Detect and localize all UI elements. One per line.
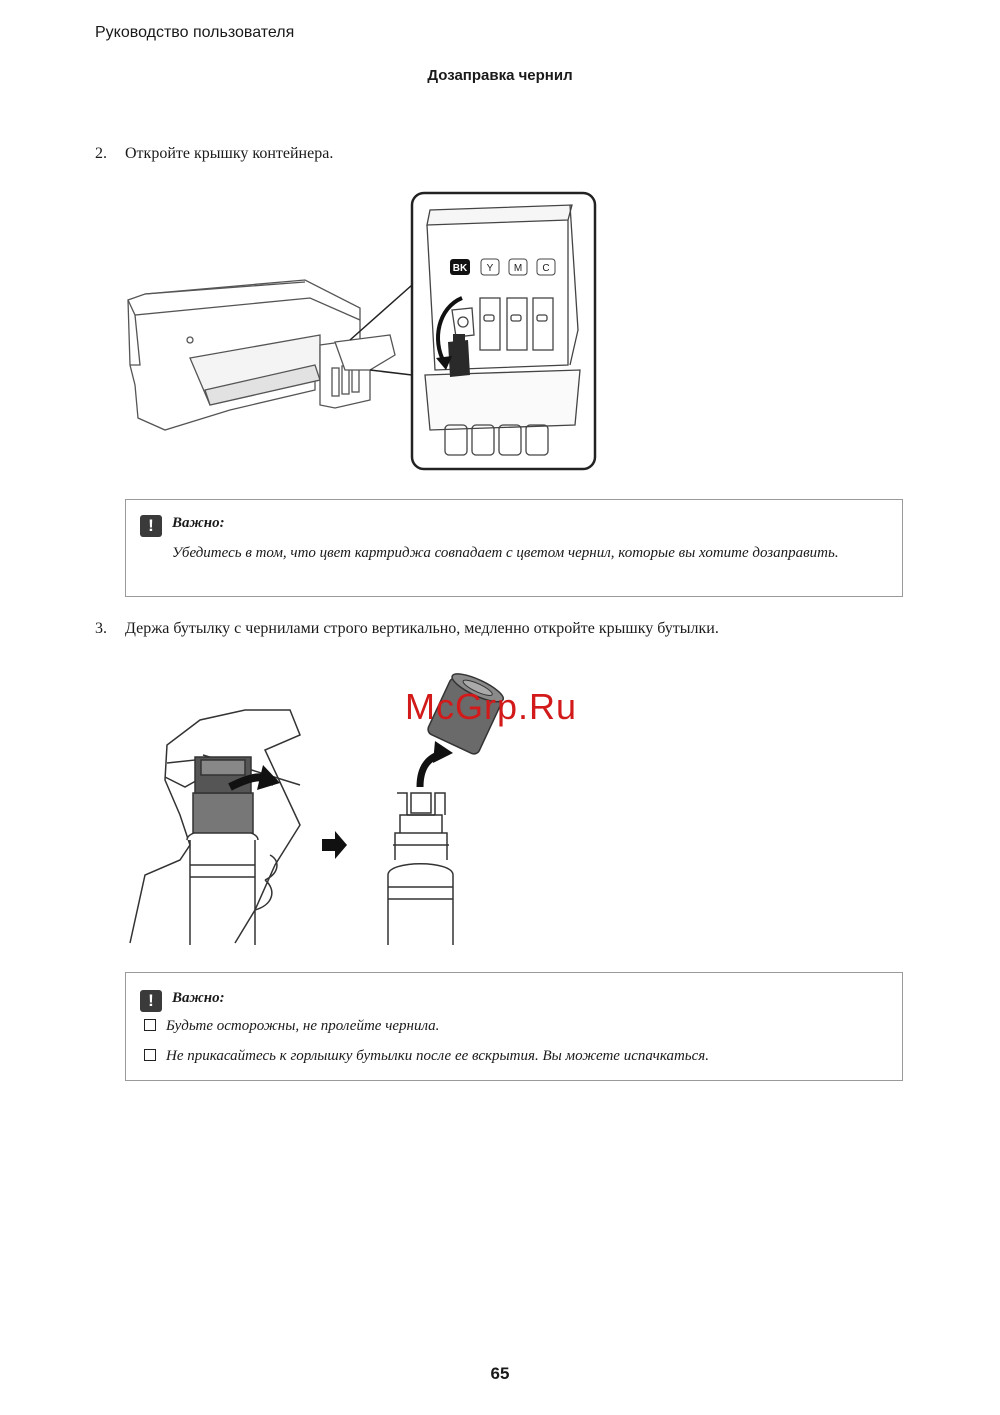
step-text: Держа бутылку с чернилами строго вертикально, медленно откройте крышку бутылки.: [125, 620, 719, 637]
label-c: C: [542, 263, 550, 274]
step-number: 3.: [95, 620, 107, 637]
watermark-text: McGrp.Ru: [405, 686, 578, 727]
list-item: [144, 1018, 439, 1035]
note-title: Важно:: [172, 990, 225, 1006]
list-item: [144, 1048, 709, 1065]
note-body: Убедитесь в том, что цвет картриджа совпадает с цветом чернил, которые вы хотите дозаправить.: [172, 545, 839, 561]
checkbox-bullet-icon: [144, 1049, 156, 1061]
list-item-text: Не прикасайтесь к горлышку бутылки после ее вскрытия. Вы можете испачкаться.: [166, 1048, 709, 1064]
document-title: Руководство пользователя: [95, 24, 295, 41]
step-text: Откройте крышку контейнера.: [125, 145, 334, 162]
label-y: Y: [486, 263, 494, 274]
step-number: 2.: [95, 145, 107, 162]
list-item-text: Будьте осторожны, не пролейте чернила.: [166, 1018, 440, 1034]
checkbox-bullet-icon: [144, 1019, 156, 1031]
important-note-1: [125, 499, 903, 597]
important-note-2: [125, 972, 903, 1081]
page-number: 65: [490, 1364, 510, 1383]
section-title: Дозаправка чернил: [427, 67, 573, 84]
note-title: Важно:: [172, 515, 225, 531]
exclamation-icon: !: [140, 990, 162, 1012]
exclamation-icon: !: [140, 515, 162, 537]
printer-illustration: [120, 190, 600, 475]
label-m: M: [513, 263, 523, 274]
label-bk: BK: [452, 263, 468, 274]
